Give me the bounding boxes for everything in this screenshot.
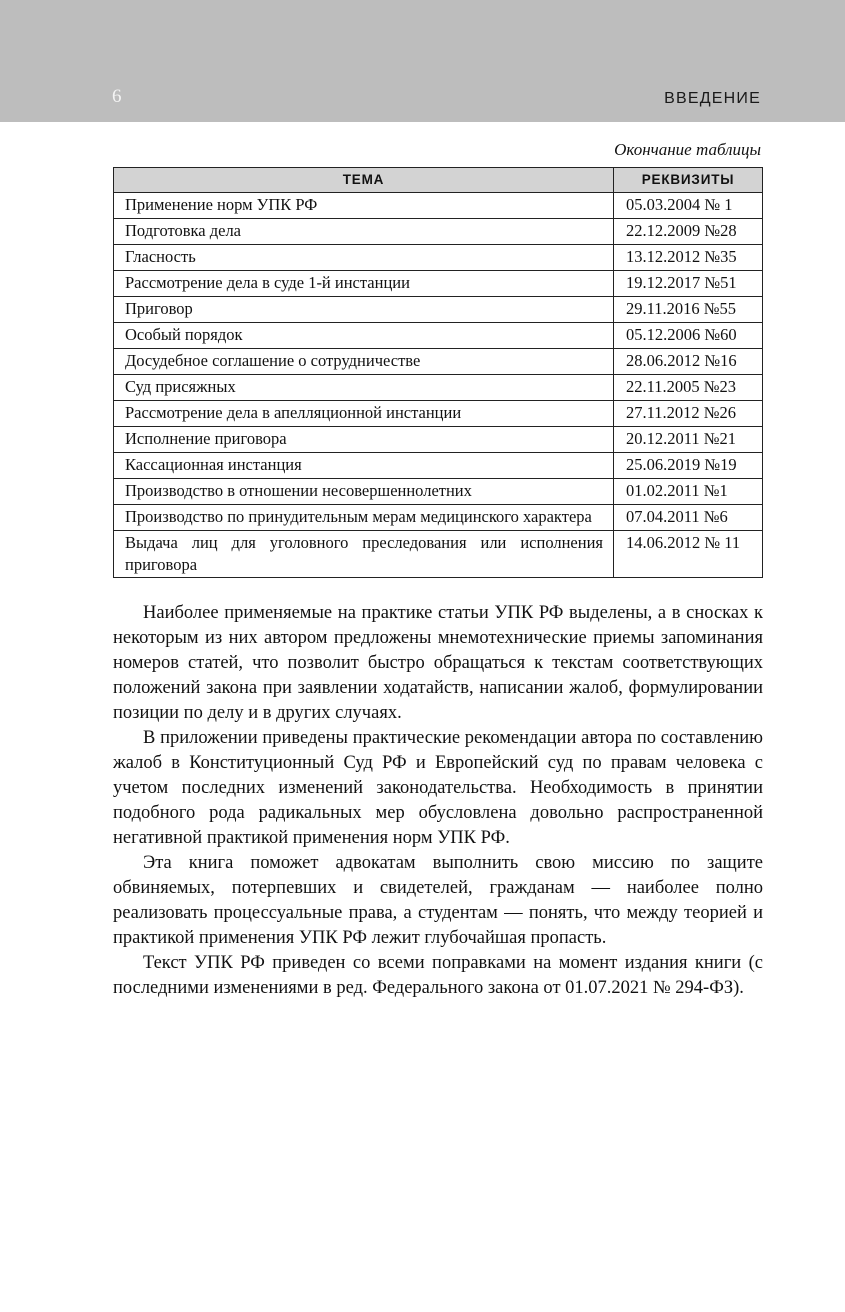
table-row <box>114 401 763 427</box>
topic-cell: Рассмотрение дела в апелляционной инстанции <box>114 401 614 427</box>
topic-cell: Производство по принудительным мерам медицинского характера <box>114 505 614 531</box>
topic-cell: Исполнение приговора <box>114 427 614 453</box>
topic-cell: Выдача лиц для уголовного преследования или исполнения приговора <box>114 531 614 578</box>
topic-cell: Применение норм УПК РФ <box>114 193 614 219</box>
ref-cell: 07.04.2011 №6 <box>614 505 763 531</box>
ref-cell: 20.12.2011 №21 <box>614 427 763 453</box>
topic-cell: Особый порядок <box>114 323 614 349</box>
column-header-topic: ТЕМА <box>114 168 614 193</box>
ref-cell: 13.12.2012 №35 <box>614 245 763 271</box>
table-row <box>114 271 763 297</box>
topic-cell: Суд присяжных <box>114 375 614 401</box>
table-caption: Окончание таблицы <box>614 140 761 159</box>
table-row <box>114 349 763 375</box>
ref-cell: 25.06.2019 №19 <box>614 453 763 479</box>
page-header <box>0 0 845 122</box>
paragraph: Эта книга поможет адвокатам выполнить свою миссию по защите обвиняемых, потерпевших и свидетелей, гражданам — наиболее полно реализовать процессуальные права, а студентам — понять, что между теорией и практикой применения УПК РФ лежит глубочайшая пропасть. <box>113 853 763 948</box>
table-row <box>114 505 763 531</box>
ref-cell: 28.06.2012 №16 <box>614 349 763 375</box>
table-row <box>114 375 763 401</box>
paragraph: В приложении приведены практические рекомендации автора по составлению жалоб в Конституционный Суд РФ и Европейский суд по правам человека с учетом последних изменений законодательства. Необходимость в принятии подобного рода радикальных мер обусловлена довольно распространенной негативной практикой применения норм УПК РФ. <box>113 728 763 848</box>
ref-cell: 05.03.2004 № 1 <box>614 193 763 219</box>
topic-cell: Производство в отношении несовершеннолетних <box>114 479 614 505</box>
body-text <box>113 601 763 1001</box>
ref-cell: 05.12.2006 №60 <box>614 323 763 349</box>
section-title: ВВЕДЕНИЕ <box>664 90 761 107</box>
ref-cell: 27.11.2012 №26 <box>614 401 763 427</box>
table-row <box>114 323 763 349</box>
table-row <box>114 479 763 505</box>
table-row <box>114 245 763 271</box>
resolutions-table <box>113 167 763 578</box>
ref-cell: 29.11.2016 №55 <box>614 297 763 323</box>
table-row <box>114 297 763 323</box>
table-row <box>114 531 763 578</box>
table-row <box>114 219 763 245</box>
ref-cell: 19.12.2017 №51 <box>614 271 763 297</box>
column-header-ref: РЕКВИЗИТЫ <box>614 168 763 193</box>
paragraph: Текст УПК РФ приведен со всеми поправками на момент издания книги (с последними изменениями в ред. Федерального закона от 01.07.2021 № 294-ФЗ). <box>113 953 763 998</box>
topic-cell: Приговор <box>114 297 614 323</box>
table-header-row <box>114 168 763 193</box>
topic-cell: Кассационная инстанция <box>114 453 614 479</box>
topic-cell: Подготовка дела <box>114 219 614 245</box>
table-row <box>114 193 763 219</box>
ref-cell: 22.12.2009 №28 <box>614 219 763 245</box>
ref-cell: 14.06.2012 № 11 <box>614 531 763 578</box>
table-row <box>114 453 763 479</box>
topic-cell: Рассмотрение дела в суде 1-й инстанции <box>114 271 614 297</box>
page-number: 6 <box>112 86 122 107</box>
table-row <box>114 427 763 453</box>
paragraph: Наиболее применяемые на практике статьи УПК РФ выделены, а в сносках к некоторым из них автором предложены мнемотехнические приемы запоминания номеров статей, что позволит быстро обращаться к текстам соответствующих положений закона при заявлении ходатайств, написании жалоб, формулировании позиции по делу и в других случаях. <box>113 603 763 723</box>
ref-cell: 01.02.2011 №1 <box>614 479 763 505</box>
topic-cell: Досудебное соглашение о сотрудничестве <box>114 349 614 375</box>
topic-cell: Гласность <box>114 245 614 271</box>
ref-cell: 22.11.2005 №23 <box>614 375 763 401</box>
